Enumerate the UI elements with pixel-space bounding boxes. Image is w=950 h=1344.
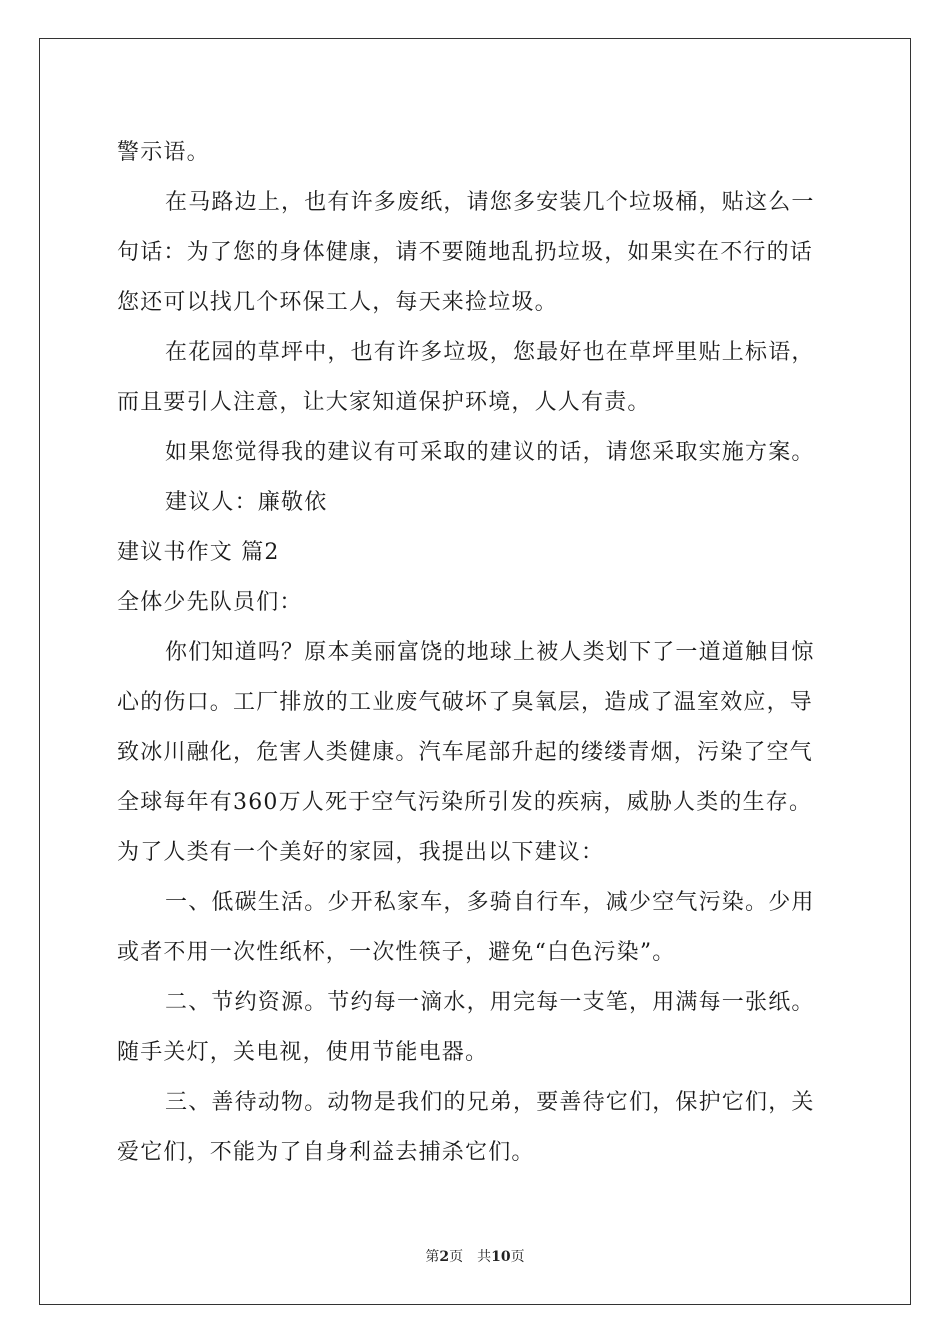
text-line: 句话：为了您的身体健康，请不要随地乱扔垃圾，如果实在不行的话 bbox=[117, 240, 814, 265]
text-line: 在花园的草坪中，也有许多垃圾，您最好也在草坪里贴上标语， bbox=[165, 340, 815, 365]
text-line: 为了人类有一个美好的家园，我提出以下建议： bbox=[117, 840, 605, 865]
total-suffix: 页 bbox=[510, 1249, 525, 1265]
text-line: 三、善待动物。动物是我们的兄弟，要善待它们，保护它们，关 bbox=[165, 1090, 815, 1115]
text-line: 警示语。 bbox=[117, 140, 210, 165]
text-line: 你们知道吗？原本美丽富饶的地球上被人类划下了一道道触目惊 bbox=[165, 640, 815, 665]
text-line: 您还可以找几个环保工人，每天来捡垃圾。 bbox=[117, 290, 558, 315]
text-line: 二、节约资源。节约每一滴水，用完每一支笔，用满每一张纸。 bbox=[165, 990, 815, 1015]
text-line: 或者不用一次性纸杯，一次性筷子，避免“白色污染”。 bbox=[117, 940, 676, 965]
text-line: 建议人：廉敬依 bbox=[165, 490, 328, 515]
page-suffix: 页 bbox=[449, 1249, 464, 1265]
text-line: 在马路边上，也有许多废纸，请您多安装几个垃圾桶，贴这么一 bbox=[165, 190, 815, 215]
text-line: 建议书作文 篇2 bbox=[117, 540, 280, 565]
text-line: 全球每年有360万人死于空气污染所引发的疾病，威胁人类的生存。 bbox=[117, 790, 813, 815]
text-line: 爱它们，不能为了自身利益去捕杀它们。 bbox=[117, 1140, 535, 1165]
page-footer bbox=[0, 1247, 950, 1267]
text-line: 如果您觉得我的建议有可采取的建议的话，请您采取实施方案。 bbox=[165, 440, 815, 465]
page-prefix: 第 bbox=[425, 1249, 440, 1265]
text-line: 一、低碳生活。少开私家车，多骑自行车，减少空气污染。少用 bbox=[165, 890, 815, 915]
document-body bbox=[117, 128, 833, 1178]
text-line: 而且要引人注意，让大家知道保护环境，人人有责。 bbox=[117, 390, 651, 415]
text-line: 全体少先队员们： bbox=[117, 590, 303, 615]
total-prefix: 共 bbox=[477, 1249, 492, 1265]
text-line: 致冰川融化，危害人类健康。汽车尾部升起的缕缕青烟，污染了空气 bbox=[117, 740, 814, 765]
text-line: 随手关灯，关电视，使用节能电器。 bbox=[117, 1040, 489, 1065]
page-number: 2 bbox=[439, 1249, 450, 1265]
page-total: 10 bbox=[491, 1249, 511, 1265]
text-line: 心的伤口。工厂排放的工业废气破坏了臭氧层，造成了温室效应，导 bbox=[117, 690, 814, 715]
